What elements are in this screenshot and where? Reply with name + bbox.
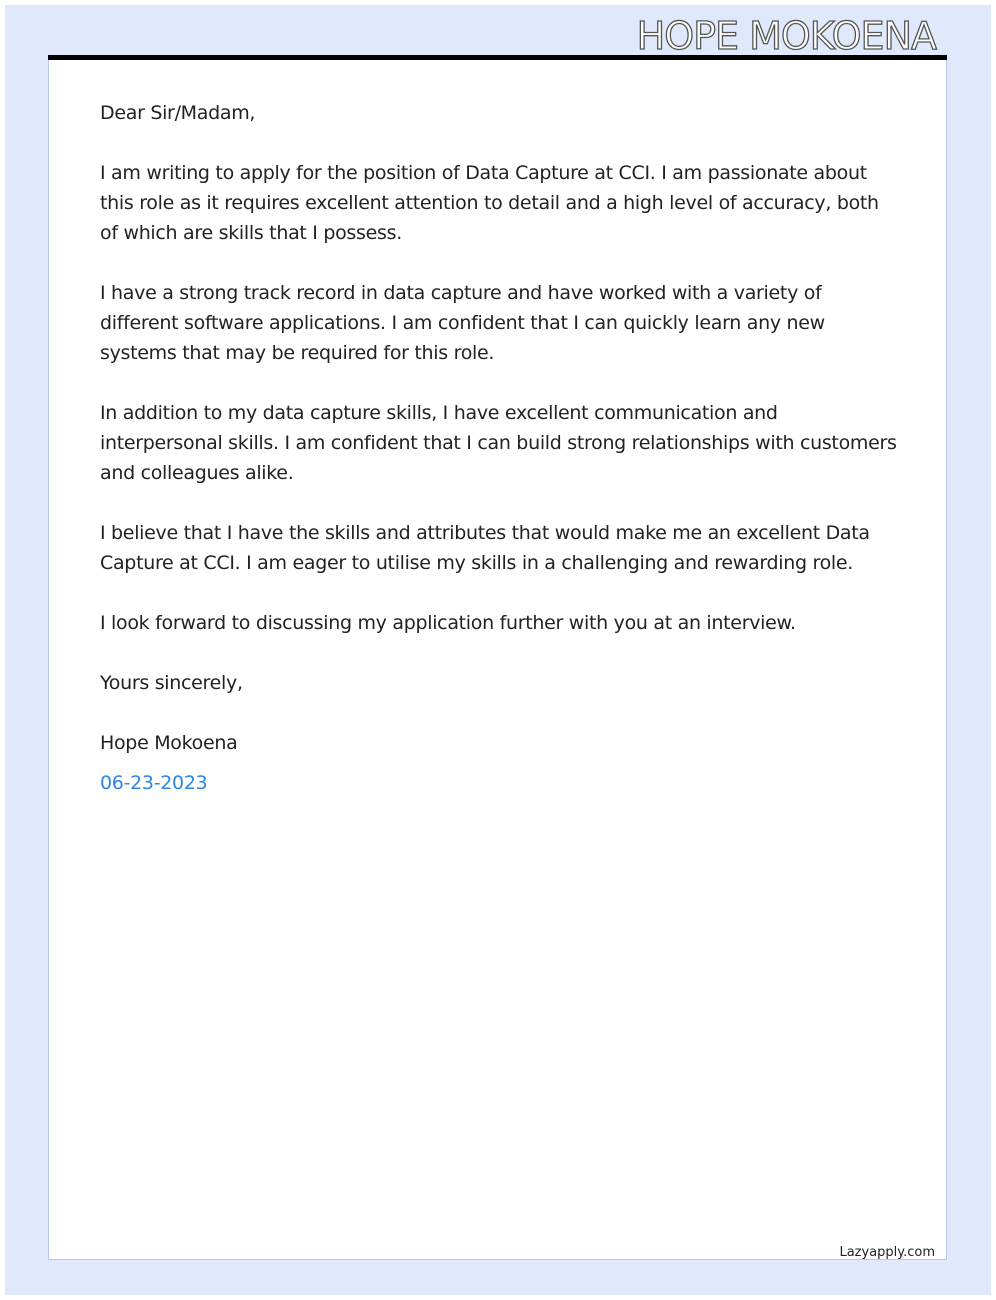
applicant-name: HOPE MOKOENA — [636, 14, 936, 58]
paragraph: I have a strong track record in data capture and have worked with a variety of different software applications. I am confident that I can quickly learn any new systems that may be required for this role. — [100, 282, 825, 364]
paragraph: I look forward to discussing my application further with you at an interview. — [100, 612, 796, 634]
letter-body — [100, 98, 900, 828]
paragraph: I am writing to apply for the position of Data Capture at CCI. I am passionate about this role as it requires excellent attention to detail and a high level of accuracy, both of which are skills that I possess. — [100, 162, 879, 244]
footer-brand: Lazyapply.com — [839, 1245, 935, 1260]
closing: Yours sincerely, — [100, 672, 243, 694]
letter-date: 06-23-2023 — [100, 772, 208, 794]
signature: Hope Mokoena — [100, 732, 238, 754]
paragraph: In addition to my data capture skills, I have excellent communication and interpersonal skills. I am confident that I can build strong relationships with customers and colleagues alike. — [100, 402, 897, 484]
salutation: Dear Sir/Madam, — [100, 102, 256, 124]
paragraph: I believe that I have the skills and attributes that would make me an excellent Data Capture at CCI. I am eager to utilise my skills in a challenging and rewarding role. — [100, 522, 870, 574]
